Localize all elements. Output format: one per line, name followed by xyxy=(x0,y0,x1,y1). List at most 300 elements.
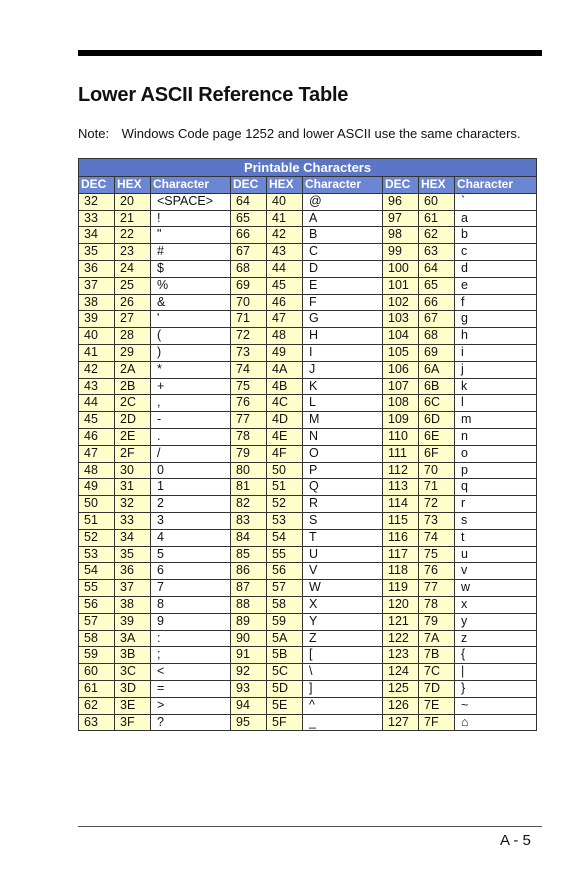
hex-cell: 43 xyxy=(267,244,303,261)
hex-cell: 3A xyxy=(115,630,151,647)
hex-cell: 6B xyxy=(419,378,455,395)
table-row xyxy=(79,445,537,462)
character-cell: p xyxy=(455,462,537,479)
table-row xyxy=(79,412,537,429)
dec-cell: 111 xyxy=(383,445,419,462)
hex-cell: 56 xyxy=(267,563,303,580)
hex-cell: 54 xyxy=(267,529,303,546)
table-header-row xyxy=(79,177,537,194)
dec-cell: 117 xyxy=(383,546,419,563)
dec-cell: 115 xyxy=(383,512,419,529)
column-header-dec: DEC xyxy=(79,177,115,194)
dec-cell: 46 xyxy=(79,428,115,445)
hex-cell: 60 xyxy=(419,193,455,210)
column-header-character: Character xyxy=(151,177,231,194)
table-row xyxy=(79,596,537,613)
dec-cell: 94 xyxy=(231,697,267,714)
dec-cell: 54 xyxy=(79,563,115,580)
character-cell: ) xyxy=(151,344,231,361)
character-cell: 6 xyxy=(151,563,231,580)
dec-cell: 101 xyxy=(383,277,419,294)
character-cell: ! xyxy=(151,210,231,227)
character-cell: g xyxy=(455,311,537,328)
hex-cell: 28 xyxy=(115,328,151,345)
table-row xyxy=(79,244,537,261)
dec-cell: 55 xyxy=(79,580,115,597)
dec-cell: 57 xyxy=(79,613,115,630)
hex-cell: 74 xyxy=(419,529,455,546)
character-cell: 7 xyxy=(151,580,231,597)
dec-cell: 87 xyxy=(231,580,267,597)
table-row xyxy=(79,479,537,496)
dec-cell: 127 xyxy=(383,714,419,731)
dec-cell: 84 xyxy=(231,529,267,546)
hex-cell: 2B xyxy=(115,378,151,395)
table-body xyxy=(79,193,537,731)
table-row xyxy=(79,395,537,412)
character-cell: o xyxy=(455,445,537,462)
dec-cell: 109 xyxy=(383,412,419,429)
dec-cell: 88 xyxy=(231,596,267,613)
hex-cell: 66 xyxy=(419,294,455,311)
table-row xyxy=(79,563,537,580)
dec-cell: 41 xyxy=(79,344,115,361)
character-cell: ^ xyxy=(303,697,383,714)
dec-cell: 52 xyxy=(79,529,115,546)
table-row xyxy=(79,546,537,563)
character-cell: & xyxy=(151,294,231,311)
dec-cell: 114 xyxy=(383,496,419,513)
table-row xyxy=(79,529,537,546)
hex-cell: 55 xyxy=(267,546,303,563)
dec-cell: 62 xyxy=(79,697,115,714)
character-cell: , xyxy=(151,395,231,412)
dec-cell: 105 xyxy=(383,344,419,361)
dec-cell: 49 xyxy=(79,479,115,496)
ascii-table xyxy=(78,158,537,731)
character-cell: ( xyxy=(151,328,231,345)
table-row xyxy=(79,613,537,630)
table-row xyxy=(79,512,537,529)
hex-cell: 79 xyxy=(419,613,455,630)
dec-cell: 56 xyxy=(79,596,115,613)
dec-cell: 69 xyxy=(231,277,267,294)
character-cell: % xyxy=(151,277,231,294)
character-cell: r xyxy=(455,496,537,513)
hex-cell: 53 xyxy=(267,512,303,529)
dec-cell: 116 xyxy=(383,529,419,546)
dec-cell: 89 xyxy=(231,613,267,630)
hex-cell: 50 xyxy=(267,462,303,479)
character-cell: X xyxy=(303,596,383,613)
hex-cell: 51 xyxy=(267,479,303,496)
character-cell: 8 xyxy=(151,596,231,613)
dec-cell: 35 xyxy=(79,244,115,261)
hex-cell: 5B xyxy=(267,647,303,664)
character-cell: f xyxy=(455,294,537,311)
character-cell: Y xyxy=(303,613,383,630)
hex-cell: 27 xyxy=(115,311,151,328)
character-cell: 3 xyxy=(151,512,231,529)
column-header-dec: DEC xyxy=(383,177,419,194)
character-cell: <SPACE> xyxy=(151,193,231,210)
dec-cell: 44 xyxy=(79,395,115,412)
character-cell: e xyxy=(455,277,537,294)
character-cell: B xyxy=(303,227,383,244)
dec-cell: 53 xyxy=(79,546,115,563)
character-cell: U xyxy=(303,546,383,563)
dec-cell: 106 xyxy=(383,361,419,378)
hex-cell: 6E xyxy=(419,428,455,445)
character-cell: t xyxy=(455,529,537,546)
character-cell: | xyxy=(455,664,537,681)
dec-cell: 43 xyxy=(79,378,115,395)
hex-cell: 20 xyxy=(115,193,151,210)
dec-cell: 75 xyxy=(231,378,267,395)
hex-cell: 76 xyxy=(419,563,455,580)
dec-cell: 77 xyxy=(231,412,267,429)
hex-cell: 6C xyxy=(419,395,455,412)
dec-cell: 102 xyxy=(383,294,419,311)
character-cell: V xyxy=(303,563,383,580)
column-header-hex: HEX xyxy=(115,177,151,194)
hex-cell: 48 xyxy=(267,328,303,345)
bottom-rule xyxy=(78,826,542,827)
character-cell: > xyxy=(151,697,231,714)
hex-cell: 59 xyxy=(267,613,303,630)
hex-cell: 5F xyxy=(267,714,303,731)
hex-cell: 7A xyxy=(419,630,455,647)
dec-cell: 96 xyxy=(383,193,419,210)
character-cell: L xyxy=(303,395,383,412)
dec-cell: 85 xyxy=(231,546,267,563)
character-cell: < xyxy=(151,664,231,681)
character-cell: { xyxy=(455,647,537,664)
page-number: A - 5 xyxy=(500,832,531,849)
dec-cell: 93 xyxy=(231,680,267,697)
character-cell: + xyxy=(151,378,231,395)
hex-cell: 30 xyxy=(115,462,151,479)
note-label: Note: xyxy=(78,126,110,141)
column-header-character: Character xyxy=(455,177,537,194)
character-cell: . xyxy=(151,428,231,445)
character-cell: = xyxy=(151,680,231,697)
dec-cell: 110 xyxy=(383,428,419,445)
hex-cell: 34 xyxy=(115,529,151,546)
hex-cell: 37 xyxy=(115,580,151,597)
character-cell: s xyxy=(455,512,537,529)
table-row xyxy=(79,294,537,311)
hex-cell: 31 xyxy=(115,479,151,496)
dec-cell: 124 xyxy=(383,664,419,681)
dec-cell: 58 xyxy=(79,630,115,647)
character-cell: b xyxy=(455,227,537,244)
column-header-character: Character xyxy=(303,177,383,194)
hex-cell: 47 xyxy=(267,311,303,328)
hex-cell: 2C xyxy=(115,395,151,412)
hex-cell: 32 xyxy=(115,496,151,513)
dec-cell: 72 xyxy=(231,328,267,345)
hex-cell: 35 xyxy=(115,546,151,563)
character-cell: ⌂ xyxy=(455,714,537,731)
hex-cell: 42 xyxy=(267,227,303,244)
dec-cell: 119 xyxy=(383,580,419,597)
character-cell: / xyxy=(151,445,231,462)
dec-cell: 50 xyxy=(79,496,115,513)
character-cell: C xyxy=(303,244,383,261)
hex-cell: 22 xyxy=(115,227,151,244)
table-row xyxy=(79,428,537,445)
hex-cell: 70 xyxy=(419,462,455,479)
character-cell: ? xyxy=(151,714,231,731)
hex-cell: 23 xyxy=(115,244,151,261)
table-row xyxy=(79,664,537,681)
character-cell: l xyxy=(455,395,537,412)
hex-cell: 75 xyxy=(419,546,455,563)
hex-cell: 6A xyxy=(419,361,455,378)
table-row xyxy=(79,630,537,647)
character-cell: x xyxy=(455,596,537,613)
dec-cell: 118 xyxy=(383,563,419,580)
character-cell: c xyxy=(455,244,537,261)
dec-cell: 91 xyxy=(231,647,267,664)
hex-cell: 3B xyxy=(115,647,151,664)
dec-cell: 47 xyxy=(79,445,115,462)
dec-cell: 34 xyxy=(79,227,115,244)
table-row xyxy=(79,277,537,294)
dec-cell: 78 xyxy=(231,428,267,445)
table-row xyxy=(79,227,537,244)
character-cell: 1 xyxy=(151,479,231,496)
character-cell: : xyxy=(151,630,231,647)
hex-cell: 7E xyxy=(419,697,455,714)
character-cell: D xyxy=(303,260,383,277)
character-cell: T xyxy=(303,529,383,546)
hex-cell: 52 xyxy=(267,496,303,513)
hex-cell: 39 xyxy=(115,613,151,630)
dec-cell: 83 xyxy=(231,512,267,529)
character-cell: z xyxy=(455,630,537,647)
dec-cell: 40 xyxy=(79,328,115,345)
dec-cell: 37 xyxy=(79,277,115,294)
dec-cell: 104 xyxy=(383,328,419,345)
character-cell: A xyxy=(303,210,383,227)
dec-cell: 38 xyxy=(79,294,115,311)
hex-cell: 46 xyxy=(267,294,303,311)
dec-cell: 32 xyxy=(79,193,115,210)
table-row xyxy=(79,210,537,227)
character-cell: j xyxy=(455,361,537,378)
dec-cell: 60 xyxy=(79,664,115,681)
character-cell: H xyxy=(303,328,383,345)
hex-cell: 2E xyxy=(115,428,151,445)
character-cell: I xyxy=(303,344,383,361)
hex-cell: 62 xyxy=(419,227,455,244)
hex-cell: 41 xyxy=(267,210,303,227)
hex-cell: 4F xyxy=(267,445,303,462)
table-row xyxy=(79,311,537,328)
table-row xyxy=(79,496,537,513)
hex-cell: 7B xyxy=(419,647,455,664)
hex-cell: 7F xyxy=(419,714,455,731)
dec-cell: 39 xyxy=(79,311,115,328)
hex-cell: 67 xyxy=(419,311,455,328)
hex-cell: 29 xyxy=(115,344,151,361)
dec-cell: 92 xyxy=(231,664,267,681)
hex-cell: 4C xyxy=(267,395,303,412)
table-row xyxy=(79,580,537,597)
dec-cell: 80 xyxy=(231,462,267,479)
hex-cell: 5E xyxy=(267,697,303,714)
character-cell: [ xyxy=(303,647,383,664)
dec-cell: 122 xyxy=(383,630,419,647)
character-cell: y xyxy=(455,613,537,630)
hex-cell: 21 xyxy=(115,210,151,227)
character-cell: _ xyxy=(303,714,383,731)
dec-cell: 61 xyxy=(79,680,115,697)
dec-cell: 63 xyxy=(79,714,115,731)
character-cell: ] xyxy=(303,680,383,697)
character-cell: q xyxy=(455,479,537,496)
dec-cell: 100 xyxy=(383,260,419,277)
dec-cell: 86 xyxy=(231,563,267,580)
character-cell: n xyxy=(455,428,537,445)
dec-cell: 51 xyxy=(79,512,115,529)
character-cell: E xyxy=(303,277,383,294)
dec-cell: 71 xyxy=(231,311,267,328)
character-cell: a xyxy=(455,210,537,227)
dec-cell: 103 xyxy=(383,311,419,328)
dec-cell: 125 xyxy=(383,680,419,697)
character-cell: G xyxy=(303,311,383,328)
dec-cell: 65 xyxy=(231,210,267,227)
hex-cell: 4D xyxy=(267,412,303,429)
dec-cell: 73 xyxy=(231,344,267,361)
hex-cell: 4E xyxy=(267,428,303,445)
column-header-dec: DEC xyxy=(231,177,267,194)
hex-cell: 61 xyxy=(419,210,455,227)
character-cell: v xyxy=(455,563,537,580)
table-row xyxy=(79,193,537,210)
character-cell: J xyxy=(303,361,383,378)
table-title: Printable Characters xyxy=(79,159,537,177)
hex-cell: 4B xyxy=(267,378,303,395)
character-cell: P xyxy=(303,462,383,479)
dec-cell: 90 xyxy=(231,630,267,647)
character-cell: ~ xyxy=(455,697,537,714)
hex-cell: 3C xyxy=(115,664,151,681)
hex-cell: 72 xyxy=(419,496,455,513)
character-cell: 2 xyxy=(151,496,231,513)
dec-cell: 67 xyxy=(231,244,267,261)
hex-cell: 24 xyxy=(115,260,151,277)
hex-cell: 64 xyxy=(419,260,455,277)
hex-cell: 5C xyxy=(267,664,303,681)
table-title-row xyxy=(79,159,537,177)
hex-cell: 6D xyxy=(419,412,455,429)
dec-cell: 45 xyxy=(79,412,115,429)
character-cell: # xyxy=(151,244,231,261)
character-cell: m xyxy=(455,412,537,429)
table-row xyxy=(79,462,537,479)
dec-cell: 120 xyxy=(383,596,419,613)
character-cell: ` xyxy=(455,193,537,210)
character-cell: w xyxy=(455,580,537,597)
dec-cell: 76 xyxy=(231,395,267,412)
top-rule xyxy=(78,50,542,56)
dec-cell: 107 xyxy=(383,378,419,395)
dec-cell: 121 xyxy=(383,613,419,630)
character-cell: S xyxy=(303,512,383,529)
column-header-hex: HEX xyxy=(267,177,303,194)
character-cell: F xyxy=(303,294,383,311)
table-row xyxy=(79,714,537,731)
character-cell: R xyxy=(303,496,383,513)
dec-cell: 99 xyxy=(383,244,419,261)
dec-cell: 126 xyxy=(383,697,419,714)
hex-cell: 7C xyxy=(419,664,455,681)
character-cell: d xyxy=(455,260,537,277)
character-cell: - xyxy=(151,412,231,429)
character-cell: K xyxy=(303,378,383,395)
dec-cell: 123 xyxy=(383,647,419,664)
character-cell: i xyxy=(455,344,537,361)
hex-cell: 3D xyxy=(115,680,151,697)
character-cell: 4 xyxy=(151,529,231,546)
hex-cell: 5D xyxy=(267,680,303,697)
character-cell: N xyxy=(303,428,383,445)
hex-cell: 69 xyxy=(419,344,455,361)
dec-cell: 97 xyxy=(383,210,419,227)
hex-cell: 25 xyxy=(115,277,151,294)
hex-cell: 68 xyxy=(419,328,455,345)
hex-cell: 44 xyxy=(267,260,303,277)
character-cell: \ xyxy=(303,664,383,681)
dec-cell: 95 xyxy=(231,714,267,731)
character-cell: ; xyxy=(151,647,231,664)
table-row xyxy=(79,697,537,714)
character-cell: M xyxy=(303,412,383,429)
hex-cell: 6F xyxy=(419,445,455,462)
dec-cell: 74 xyxy=(231,361,267,378)
hex-cell: 73 xyxy=(419,512,455,529)
hex-cell: 2F xyxy=(115,445,151,462)
character-cell: k xyxy=(455,378,537,395)
hex-cell: 2D xyxy=(115,412,151,429)
hex-cell: 71 xyxy=(419,479,455,496)
hex-cell: 3E xyxy=(115,697,151,714)
hex-cell: 45 xyxy=(267,277,303,294)
hex-cell: 40 xyxy=(267,193,303,210)
character-cell: O xyxy=(303,445,383,462)
dec-cell: 112 xyxy=(383,462,419,479)
dec-cell: 108 xyxy=(383,395,419,412)
character-cell: h xyxy=(455,328,537,345)
page-title: Lower ASCII Reference Table xyxy=(78,84,349,106)
dec-cell: 42 xyxy=(79,361,115,378)
character-cell: Z xyxy=(303,630,383,647)
hex-cell: 2A xyxy=(115,361,151,378)
character-cell: Q xyxy=(303,479,383,496)
character-cell: u xyxy=(455,546,537,563)
character-cell: 9 xyxy=(151,613,231,630)
dec-cell: 33 xyxy=(79,210,115,227)
hex-cell: 65 xyxy=(419,277,455,294)
dec-cell: 81 xyxy=(231,479,267,496)
hex-cell: 5A xyxy=(267,630,303,647)
hex-cell: 57 xyxy=(267,580,303,597)
column-header-hex: HEX xyxy=(419,177,455,194)
